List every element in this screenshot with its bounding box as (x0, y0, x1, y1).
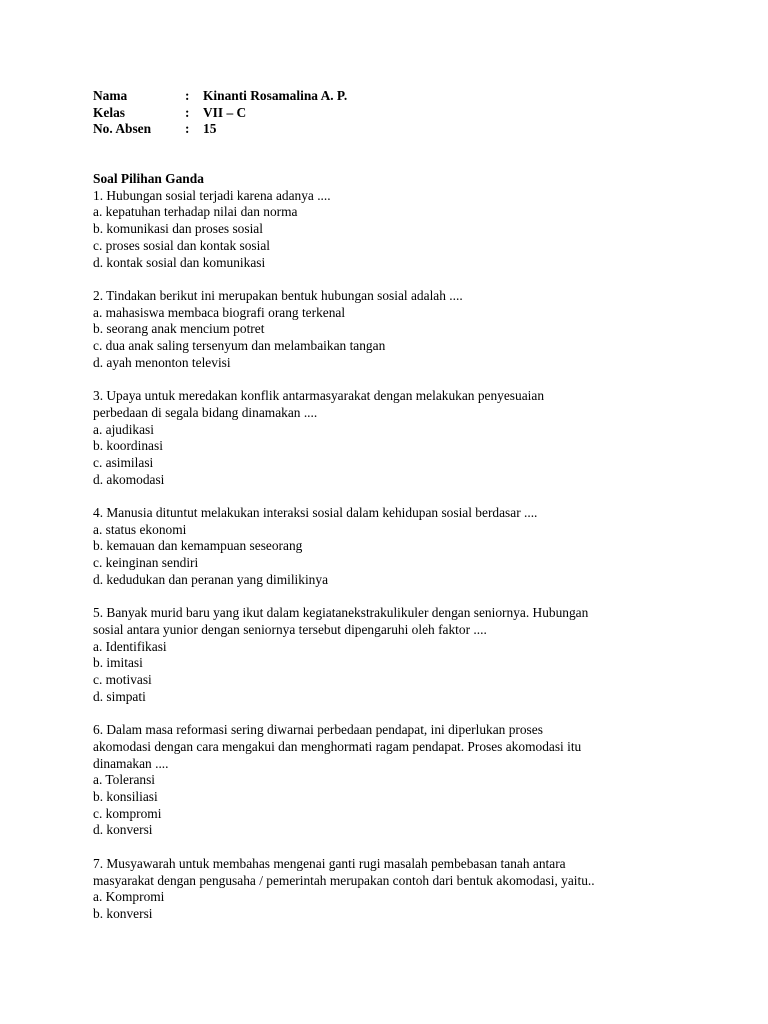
answer-option: a. Kompromi (93, 889, 165, 905)
answer-option: a. kepatuhan terhadap nilai dan norma (93, 204, 298, 220)
answer-option: d. akomodasi (93, 471, 165, 487)
answer-option: c. keinginan sendiri (93, 555, 199, 571)
answer-option: b. imitasi (93, 655, 143, 671)
question-stem: perbedaan di segala bidang dinamakan .... (93, 404, 318, 420)
answer-option: c. proses sosial dan kontak sosial (93, 237, 271, 253)
info-row-nama (93, 88, 693, 105)
answer-option: a. mahasiswa membaca biografi orang terkenal (93, 304, 346, 320)
info-colon: : (185, 88, 190, 103)
answer-option: d. konversi (93, 822, 153, 838)
answer-option: d. kedudukan dan peranan yang dimilikinya (93, 571, 329, 587)
question-2 (93, 288, 693, 372)
question-6 (93, 722, 693, 839)
answer-option: c. kompromi (93, 805, 162, 821)
question-stem: masyarakat dengan pengusaha / pemerintah merupakan contoh dari bentuk akomodasi, yaitu.. (93, 872, 595, 888)
question-stem: 6. Dalam masa reformasi sering diwarnai perbedaan pendapat, ini diperlukan proses (93, 722, 543, 738)
answer-option: c. dua anak saling tersenyum dan melambaikan tangan (93, 338, 386, 354)
question-stem: 3. Upaya untuk meredakan konflik antarmasyarakat dengan melakukan penyesuaian (93, 388, 545, 404)
question-7 (93, 856, 693, 923)
answer-option: b. komunikasi dan proses sosial (93, 221, 263, 237)
answer-option: c. motivasi (93, 672, 152, 688)
question-stem: 1. Hubungan sosial terjadi karena adanya .... (93, 187, 331, 203)
question-stem: 4. Manusia dituntut melakukan interaksi sosial dalam kehidupan sosial berdasar .... (93, 505, 538, 521)
question-stem: dinamakan .... (93, 755, 169, 771)
question-stem: 2. Tindakan berikut ini merupakan bentuk hubungan sosial adalah .... (93, 287, 463, 303)
answer-option: b. koordinasi (93, 438, 163, 454)
answer-option: d. ayah menonton televisi (93, 354, 231, 370)
info-value: 15 (203, 121, 217, 137)
answer-option: a. ajudikasi (93, 421, 154, 437)
info-label: Nama (93, 88, 128, 103)
info-colon: : (185, 104, 190, 120)
info-colon: : (185, 121, 190, 137)
question-5 (93, 605, 693, 705)
question-stem: sosial antara yunior dengan seniornya tersebut dipengaruhi oleh faktor .... (93, 621, 487, 637)
info-value: VII – C (203, 104, 247, 120)
question-list (93, 188, 693, 923)
student-info (93, 88, 693, 138)
info-label: Kelas (93, 104, 125, 120)
answer-option: b. kemauan dan kemampuan seseorang (93, 538, 303, 554)
answer-option: b. seorang anak mencium potret (93, 321, 265, 337)
info-row-absen (93, 121, 693, 138)
answer-option: a. Toleransi (93, 772, 156, 788)
info-row-kelas (93, 105, 693, 122)
question-stem: akomodasi dengan cara mengakui dan menghormati ragam pendapat. Proses akomodasi itu (93, 738, 582, 754)
info-label: No. Absen (93, 121, 152, 137)
answer-option: d. kontak sosial dan komunikasi (93, 254, 266, 270)
answer-option: a. status ekonomi (93, 521, 187, 537)
answer-option: b. konsiliasi (93, 789, 158, 804)
answer-option: c. asimilasi (93, 454, 154, 470)
question-1 (93, 188, 693, 272)
question-stem: 5. Banyak murid baru yang ikut dalam kegiatanekstrakulikuler dengan seniornya. Hubungan (93, 605, 589, 621)
info-value: Kinanti Rosamalina A. P. (203, 88, 348, 103)
question-stem: 7. Musyawarah untuk membahas mengenai ganti rugi masalah pembebasan tanah antara (93, 855, 566, 871)
section-title: Soal Pilihan Ganda (93, 171, 204, 187)
question-4 (93, 505, 693, 589)
question-3 (93, 388, 693, 488)
answer-option: d. simpati (93, 688, 146, 704)
answer-option: a. Identifikasi (93, 638, 167, 654)
answer-option: b. konversi (93, 905, 153, 921)
document-content (93, 88, 693, 939)
